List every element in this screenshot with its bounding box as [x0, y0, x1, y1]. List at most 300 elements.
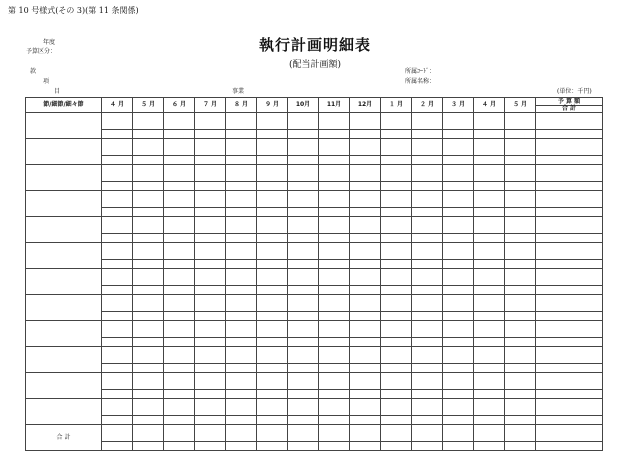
- month-amount-cell[interactable]: [164, 347, 195, 364]
- month-amount-cell[interactable]: [164, 260, 195, 269]
- month-amount-cell[interactable]: [133, 113, 164, 130]
- month-amount-cell[interactable]: [164, 295, 195, 312]
- month-amount-cell[interactable]: [288, 113, 319, 130]
- month-amount-cell[interactable]: [381, 130, 412, 139]
- budget-total-cell[interactable]: [536, 321, 603, 338]
- month-amount-cell[interactable]: [381, 139, 412, 156]
- month-amount-cell[interactable]: [195, 217, 226, 234]
- month-amount-cell[interactable]: [381, 165, 412, 182]
- month-amount-cell[interactable]: [412, 416, 443, 425]
- month-amount-cell[interactable]: [195, 130, 226, 139]
- month-amount-cell[interactable]: [257, 399, 288, 416]
- month-amount-cell[interactable]: [381, 260, 412, 269]
- month-amount-cell[interactable]: [164, 312, 195, 321]
- month-amount-cell[interactable]: [288, 139, 319, 156]
- month-amount-cell[interactable]: [505, 312, 536, 321]
- month-amount-cell[interactable]: [133, 338, 164, 347]
- month-amount-cell[interactable]: [133, 347, 164, 364]
- month-amount-cell[interactable]: [319, 286, 350, 295]
- month-amount-cell[interactable]: [505, 390, 536, 399]
- month-amount-cell[interactable]: [412, 295, 443, 312]
- month-amount-cell[interactable]: [350, 286, 381, 295]
- month-amount-cell[interactable]: [102, 416, 133, 425]
- month-amount-cell[interactable]: [288, 182, 319, 191]
- budget-total-cell[interactable]: [536, 113, 603, 130]
- month-amount-cell[interactable]: [102, 182, 133, 191]
- month-amount-cell[interactable]: [505, 156, 536, 165]
- month-amount-cell[interactable]: [288, 442, 319, 451]
- month-amount-cell[interactable]: [474, 321, 505, 338]
- month-amount-cell[interactable]: [164, 113, 195, 130]
- section-cell[interactable]: [26, 191, 102, 217]
- month-amount-cell[interactable]: [288, 243, 319, 260]
- month-amount-cell[interactable]: [133, 182, 164, 191]
- month-amount-cell[interactable]: [350, 260, 381, 269]
- month-amount-cell[interactable]: [443, 182, 474, 191]
- month-amount-cell[interactable]: [102, 113, 133, 130]
- month-amount-cell[interactable]: [257, 295, 288, 312]
- month-amount-cell[interactable]: [474, 399, 505, 416]
- month-amount-cell[interactable]: [443, 338, 474, 347]
- month-amount-cell[interactable]: [350, 399, 381, 416]
- month-amount-cell[interactable]: [412, 139, 443, 156]
- month-amount-cell[interactable]: [474, 364, 505, 373]
- month-amount-cell[interactable]: [443, 295, 474, 312]
- month-amount-cell[interactable]: [102, 321, 133, 338]
- month-amount-cell[interactable]: [505, 269, 536, 286]
- month-amount-cell[interactable]: [226, 130, 257, 139]
- section-cell[interactable]: [26, 243, 102, 269]
- month-amount-cell[interactable]: [195, 364, 226, 373]
- month-amount-cell[interactable]: [474, 442, 505, 451]
- month-amount-cell[interactable]: [412, 260, 443, 269]
- month-amount-cell[interactable]: [319, 295, 350, 312]
- month-amount-cell[interactable]: [443, 286, 474, 295]
- month-amount-cell[interactable]: [226, 234, 257, 243]
- month-amount-cell[interactable]: [412, 390, 443, 399]
- month-amount-cell[interactable]: [474, 130, 505, 139]
- month-amount-cell[interactable]: [474, 243, 505, 260]
- month-amount-cell[interactable]: [412, 182, 443, 191]
- budget-total-cell[interactable]: [536, 416, 603, 425]
- month-amount-cell[interactable]: [381, 156, 412, 165]
- month-amount-cell[interactable]: [474, 260, 505, 269]
- month-amount-cell[interactable]: [226, 295, 257, 312]
- month-amount-cell[interactable]: [288, 364, 319, 373]
- month-amount-cell[interactable]: [474, 312, 505, 321]
- month-amount-cell[interactable]: [381, 295, 412, 312]
- month-amount-cell[interactable]: [102, 312, 133, 321]
- budget-total-cell[interactable]: [536, 208, 603, 217]
- month-amount-cell[interactable]: [319, 364, 350, 373]
- month-amount-cell[interactable]: [350, 217, 381, 234]
- month-amount-cell[interactable]: [505, 260, 536, 269]
- month-amount-cell[interactable]: [102, 243, 133, 260]
- month-amount-cell[interactable]: [319, 182, 350, 191]
- month-amount-cell[interactable]: [319, 312, 350, 321]
- month-amount-cell[interactable]: [133, 399, 164, 416]
- month-amount-cell[interactable]: [350, 182, 381, 191]
- month-amount-cell[interactable]: [319, 373, 350, 390]
- month-amount-cell[interactable]: [288, 269, 319, 286]
- month-amount-cell[interactable]: [257, 191, 288, 208]
- month-amount-cell[interactable]: [412, 373, 443, 390]
- budget-total-cell[interactable]: [536, 312, 603, 321]
- budget-total-cell[interactable]: [536, 390, 603, 399]
- month-amount-cell[interactable]: [319, 442, 350, 451]
- month-amount-cell[interactable]: [133, 390, 164, 399]
- month-amount-cell[interactable]: [102, 208, 133, 217]
- month-amount-cell[interactable]: [381, 243, 412, 260]
- month-amount-cell[interactable]: [257, 286, 288, 295]
- month-amount-cell[interactable]: [505, 182, 536, 191]
- month-amount-cell[interactable]: [164, 217, 195, 234]
- month-amount-cell[interactable]: [257, 130, 288, 139]
- month-amount-cell[interactable]: [133, 165, 164, 182]
- month-amount-cell[interactable]: [381, 113, 412, 130]
- month-amount-cell[interactable]: [164, 399, 195, 416]
- month-amount-cell[interactable]: [443, 390, 474, 399]
- month-amount-cell[interactable]: [133, 364, 164, 373]
- month-amount-cell[interactable]: [195, 156, 226, 165]
- month-amount-cell[interactable]: [412, 321, 443, 338]
- month-amount-cell[interactable]: [505, 295, 536, 312]
- month-amount-cell[interactable]: [102, 364, 133, 373]
- month-amount-cell[interactable]: [226, 156, 257, 165]
- month-amount-cell[interactable]: [474, 390, 505, 399]
- month-amount-cell[interactable]: [443, 165, 474, 182]
- section-cell[interactable]: [26, 373, 102, 399]
- month-amount-cell[interactable]: [319, 130, 350, 139]
- month-amount-cell[interactable]: [350, 130, 381, 139]
- month-amount-cell[interactable]: [350, 373, 381, 390]
- month-amount-cell[interactable]: [102, 191, 133, 208]
- month-amount-cell[interactable]: [505, 113, 536, 130]
- month-amount-cell[interactable]: [319, 321, 350, 338]
- month-amount-cell[interactable]: [381, 338, 412, 347]
- month-amount-cell[interactable]: [133, 416, 164, 425]
- month-amount-cell[interactable]: [195, 442, 226, 451]
- month-amount-cell[interactable]: [133, 442, 164, 451]
- month-amount-cell[interactable]: [350, 416, 381, 425]
- month-amount-cell[interactable]: [505, 286, 536, 295]
- month-amount-cell[interactable]: [474, 338, 505, 347]
- month-amount-cell[interactable]: [195, 312, 226, 321]
- month-amount-cell[interactable]: [319, 156, 350, 165]
- month-amount-cell[interactable]: [443, 156, 474, 165]
- month-amount-cell[interactable]: [226, 269, 257, 286]
- month-amount-cell[interactable]: [319, 217, 350, 234]
- month-amount-cell[interactable]: [288, 390, 319, 399]
- month-amount-cell[interactable]: [288, 260, 319, 269]
- budget-total-cell[interactable]: [536, 373, 603, 390]
- month-amount-cell[interactable]: [102, 217, 133, 234]
- month-amount-cell[interactable]: [195, 113, 226, 130]
- month-amount-cell[interactable]: [257, 165, 288, 182]
- month-amount-cell[interactable]: [133, 286, 164, 295]
- month-amount-cell[interactable]: [381, 182, 412, 191]
- month-amount-cell[interactable]: [443, 260, 474, 269]
- month-amount-cell[interactable]: [505, 217, 536, 234]
- section-cell[interactable]: [26, 139, 102, 165]
- month-amount-cell[interactable]: [474, 113, 505, 130]
- month-amount-cell[interactable]: [102, 338, 133, 347]
- month-amount-cell[interactable]: [319, 139, 350, 156]
- month-amount-cell[interactable]: [381, 399, 412, 416]
- month-amount-cell[interactable]: [443, 416, 474, 425]
- budget-total-cell[interactable]: [536, 442, 603, 451]
- month-amount-cell[interactable]: [288, 165, 319, 182]
- month-amount-cell[interactable]: [319, 165, 350, 182]
- budget-total-cell[interactable]: [536, 286, 603, 295]
- month-amount-cell[interactable]: [412, 130, 443, 139]
- month-amount-cell[interactable]: [443, 208, 474, 217]
- month-amount-cell[interactable]: [474, 269, 505, 286]
- month-amount-cell[interactable]: [257, 416, 288, 425]
- month-amount-cell[interactable]: [288, 399, 319, 416]
- month-amount-cell[interactable]: [257, 208, 288, 217]
- month-amount-cell[interactable]: [505, 165, 536, 182]
- month-amount-cell[interactable]: [195, 139, 226, 156]
- month-amount-cell[interactable]: [474, 286, 505, 295]
- month-amount-cell[interactable]: [381, 373, 412, 390]
- section-cell[interactable]: [26, 347, 102, 373]
- month-amount-cell[interactable]: [257, 312, 288, 321]
- month-amount-cell[interactable]: [257, 364, 288, 373]
- month-amount-cell[interactable]: [474, 234, 505, 243]
- month-amount-cell[interactable]: [505, 130, 536, 139]
- month-amount-cell[interactable]: [133, 234, 164, 243]
- month-amount-cell[interactable]: [381, 312, 412, 321]
- month-amount-cell[interactable]: [102, 234, 133, 243]
- month-amount-cell[interactable]: [350, 139, 381, 156]
- month-amount-cell[interactable]: [257, 243, 288, 260]
- month-amount-cell[interactable]: [102, 139, 133, 156]
- month-amount-cell[interactable]: [505, 243, 536, 260]
- month-amount-cell[interactable]: [226, 208, 257, 217]
- month-amount-cell[interactable]: [195, 286, 226, 295]
- month-amount-cell[interactable]: [381, 286, 412, 295]
- month-amount-cell[interactable]: [226, 442, 257, 451]
- budget-total-cell[interactable]: [536, 217, 603, 234]
- month-amount-cell[interactable]: [443, 130, 474, 139]
- month-amount-cell[interactable]: [226, 364, 257, 373]
- month-amount-cell[interactable]: [226, 113, 257, 130]
- month-amount-cell[interactable]: [350, 347, 381, 364]
- month-amount-cell[interactable]: [164, 442, 195, 451]
- month-amount-cell[interactable]: [257, 338, 288, 347]
- month-amount-cell[interactable]: [319, 260, 350, 269]
- month-amount-cell[interactable]: [164, 165, 195, 182]
- month-amount-cell[interactable]: [443, 364, 474, 373]
- budget-total-cell[interactable]: [536, 243, 603, 260]
- month-amount-cell[interactable]: [257, 156, 288, 165]
- month-amount-cell[interactable]: [133, 321, 164, 338]
- month-amount-cell[interactable]: [288, 347, 319, 364]
- month-amount-cell[interactable]: [443, 113, 474, 130]
- month-amount-cell[interactable]: [195, 208, 226, 217]
- month-amount-cell[interactable]: [257, 269, 288, 286]
- month-amount-cell[interactable]: [350, 390, 381, 399]
- month-amount-cell[interactable]: [226, 243, 257, 260]
- month-amount-cell[interactable]: [257, 234, 288, 243]
- month-amount-cell[interactable]: [164, 373, 195, 390]
- month-amount-cell[interactable]: [257, 113, 288, 130]
- month-amount-cell[interactable]: [195, 243, 226, 260]
- month-amount-cell[interactable]: [195, 165, 226, 182]
- budget-total-cell[interactable]: [536, 191, 603, 208]
- month-amount-cell[interactable]: [474, 295, 505, 312]
- month-amount-cell[interactable]: [350, 338, 381, 347]
- month-amount-cell[interactable]: [102, 295, 133, 312]
- budget-total-cell[interactable]: [536, 130, 603, 139]
- month-amount-cell[interactable]: [288, 286, 319, 295]
- month-amount-cell[interactable]: [412, 399, 443, 416]
- month-amount-cell[interactable]: [381, 347, 412, 364]
- month-amount-cell[interactable]: [226, 312, 257, 321]
- month-amount-cell[interactable]: [350, 312, 381, 321]
- month-amount-cell[interactable]: [195, 295, 226, 312]
- month-amount-cell[interactable]: [443, 373, 474, 390]
- month-amount-cell[interactable]: [443, 312, 474, 321]
- month-amount-cell[interactable]: [164, 182, 195, 191]
- month-amount-cell[interactable]: [102, 399, 133, 416]
- month-amount-cell[interactable]: [164, 139, 195, 156]
- month-amount-cell[interactable]: [319, 347, 350, 364]
- month-amount-cell[interactable]: [443, 234, 474, 243]
- month-amount-cell[interactable]: [381, 191, 412, 208]
- month-amount-cell[interactable]: [102, 260, 133, 269]
- budget-total-cell[interactable]: [536, 139, 603, 156]
- month-amount-cell[interactable]: [350, 442, 381, 451]
- month-amount-cell[interactable]: [226, 399, 257, 416]
- month-amount-cell[interactable]: [164, 130, 195, 139]
- month-amount-cell[interactable]: [164, 416, 195, 425]
- month-amount-cell[interactable]: [226, 139, 257, 156]
- section-cell[interactable]: [26, 295, 102, 321]
- month-amount-cell[interactable]: [164, 364, 195, 373]
- month-amount-cell[interactable]: [257, 321, 288, 338]
- month-amount-cell[interactable]: [505, 442, 536, 451]
- month-amount-cell[interactable]: [257, 182, 288, 191]
- month-amount-cell[interactable]: [226, 373, 257, 390]
- month-amount-cell[interactable]: [319, 399, 350, 416]
- month-amount-cell[interactable]: [412, 338, 443, 347]
- month-amount-cell[interactable]: [319, 390, 350, 399]
- month-amount-cell[interactable]: [350, 243, 381, 260]
- month-amount-cell[interactable]: [226, 286, 257, 295]
- month-amount-cell[interactable]: [474, 416, 505, 425]
- month-amount-cell[interactable]: [412, 217, 443, 234]
- month-amount-cell[interactable]: [443, 347, 474, 364]
- month-amount-cell[interactable]: [288, 373, 319, 390]
- month-amount-cell[interactable]: [350, 156, 381, 165]
- month-amount-cell[interactable]: [288, 338, 319, 347]
- month-amount-cell[interactable]: [319, 269, 350, 286]
- month-amount-cell[interactable]: [133, 208, 164, 217]
- month-amount-cell[interactable]: [133, 295, 164, 312]
- month-amount-cell[interactable]: [412, 234, 443, 243]
- month-amount-cell[interactable]: [350, 234, 381, 243]
- month-amount-cell[interactable]: [195, 399, 226, 416]
- month-amount-cell[interactable]: [102, 269, 133, 286]
- month-amount-cell[interactable]: [288, 208, 319, 217]
- month-amount-cell[interactable]: [350, 269, 381, 286]
- month-amount-cell[interactable]: [474, 347, 505, 364]
- month-amount-cell[interactable]: [412, 286, 443, 295]
- month-amount-cell[interactable]: [412, 243, 443, 260]
- month-amount-cell[interactable]: [133, 260, 164, 269]
- month-amount-cell[interactable]: [474, 208, 505, 217]
- month-amount-cell[interactable]: [195, 416, 226, 425]
- month-amount-cell[interactable]: [288, 234, 319, 243]
- month-amount-cell[interactable]: [133, 373, 164, 390]
- budget-total-cell[interactable]: [536, 364, 603, 373]
- month-amount-cell[interactable]: [226, 260, 257, 269]
- budget-total-cell[interactable]: [536, 269, 603, 286]
- month-amount-cell[interactable]: [102, 130, 133, 139]
- month-amount-cell[interactable]: [288, 156, 319, 165]
- month-amount-cell[interactable]: [257, 442, 288, 451]
- month-amount-cell[interactable]: [474, 182, 505, 191]
- month-amount-cell[interactable]: [226, 347, 257, 364]
- month-amount-cell[interactable]: [319, 338, 350, 347]
- month-amount-cell[interactable]: [474, 139, 505, 156]
- month-amount-cell[interactable]: [102, 442, 133, 451]
- month-amount-cell[interactable]: [505, 139, 536, 156]
- month-amount-cell[interactable]: [350, 208, 381, 217]
- month-amount-cell[interactable]: [443, 217, 474, 234]
- month-amount-cell[interactable]: [195, 338, 226, 347]
- month-amount-cell[interactable]: [164, 321, 195, 338]
- month-amount-cell[interactable]: [505, 321, 536, 338]
- month-amount-cell[interactable]: [412, 191, 443, 208]
- month-amount-cell[interactable]: [133, 156, 164, 165]
- month-amount-cell[interactable]: [350, 321, 381, 338]
- month-amount-cell[interactable]: [164, 338, 195, 347]
- month-amount-cell[interactable]: [257, 260, 288, 269]
- month-amount-cell[interactable]: [288, 130, 319, 139]
- month-amount-cell[interactable]: [319, 234, 350, 243]
- month-amount-cell[interactable]: [102, 390, 133, 399]
- month-amount-cell[interactable]: [288, 416, 319, 425]
- month-amount-cell[interactable]: [288, 191, 319, 208]
- month-amount-cell[interactable]: [226, 191, 257, 208]
- month-amount-cell[interactable]: [226, 165, 257, 182]
- month-amount-cell[interactable]: [412, 156, 443, 165]
- month-amount-cell[interactable]: [164, 243, 195, 260]
- month-amount-cell[interactable]: [102, 165, 133, 182]
- month-amount-cell[interactable]: [195, 373, 226, 390]
- month-amount-cell[interactable]: [226, 321, 257, 338]
- month-amount-cell[interactable]: [443, 399, 474, 416]
- month-amount-cell[interactable]: [474, 165, 505, 182]
- month-amount-cell[interactable]: [350, 295, 381, 312]
- month-amount-cell[interactable]: [381, 234, 412, 243]
- month-amount-cell[interactable]: [443, 442, 474, 451]
- month-amount-cell[interactable]: [412, 442, 443, 451]
- month-amount-cell[interactable]: [257, 217, 288, 234]
- budget-total-cell[interactable]: [536, 295, 603, 312]
- month-amount-cell[interactable]: [381, 321, 412, 338]
- month-amount-cell[interactable]: [195, 234, 226, 243]
- month-amount-cell[interactable]: [288, 295, 319, 312]
- month-amount-cell[interactable]: [133, 139, 164, 156]
- budget-total-cell[interactable]: [536, 260, 603, 269]
- month-amount-cell[interactable]: [505, 191, 536, 208]
- month-amount-cell[interactable]: [412, 113, 443, 130]
- month-amount-cell[interactable]: [133, 130, 164, 139]
